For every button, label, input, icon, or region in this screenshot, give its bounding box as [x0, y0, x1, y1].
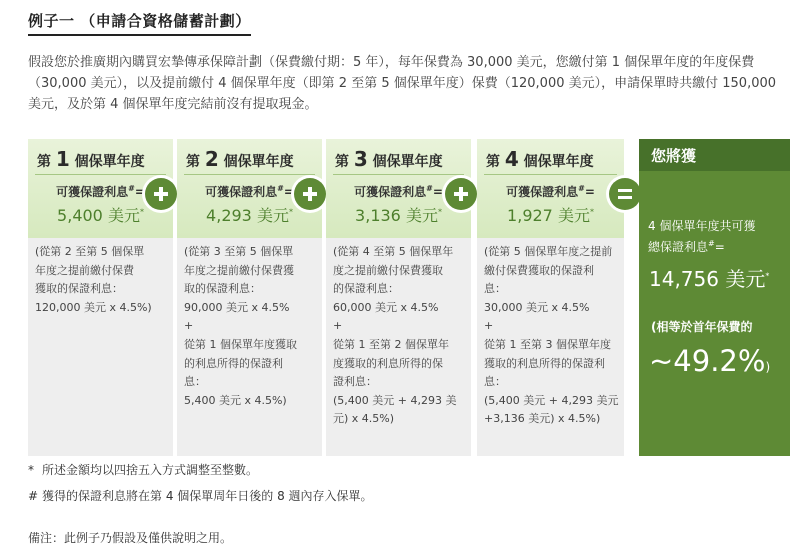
example-title: 例子一 （申請合資格儲蓄計劃）: [28, 10, 251, 36]
card-interest-label: 可獲保證利息#=: [56, 184, 145, 199]
total-equivalent-label: (相等於首年保費的: [651, 320, 753, 334]
divider: [35, 174, 166, 175]
card-explanation: [28, 238, 173, 456]
intro-paragraph: 假設您於推廣期內購買宏摯傳承保障計劃（保費繳付期：5 年），每年保費為 30,000 美元，您繳付第 1 個保單年度的年度保費（30,000 美元），以及提前繳付 4 個保單年度（即第 2 至第 5 個保單年度）保費（120,000 美元），申請保單時共繳付 150,000 美元，及於第 4 個保單年度完結前沒有提取現金。: [28, 55, 777, 112]
total-interest-amount: 14,756 美元*: [649, 267, 770, 291]
total-interest-label: 總保證利息#=: [648, 239, 725, 254]
divider: [184, 174, 315, 175]
plus-icon: [145, 178, 177, 210]
policy-year-card-4: [477, 139, 624, 456]
total-description: 4 個保單年度共可獲: [648, 219, 756, 233]
card-interest-label: 可獲保證利息#=: [205, 184, 294, 199]
footnote-rounding: * 所述金額均以四捨五入方式調整至整數。: [28, 463, 259, 477]
card-explanation: [477, 238, 624, 456]
card-explanation: [326, 238, 471, 456]
card-interest-label: 可獲保證利息#=: [354, 184, 443, 199]
card-title: 第 4 個保單年度: [486, 147, 594, 171]
plus-icon: [294, 178, 326, 210]
card-interest-value: 5,400 美元*: [57, 206, 144, 225]
card-interest-value: 1,927 美元*: [507, 206, 594, 225]
card-explanation: [177, 238, 322, 456]
card-interest-label: 可獲保證利息#=: [506, 184, 595, 199]
card-explanation-lines: (從第 2 至第 5 個保單 年度之提前繳付保費 獲取的保證利息： 120,000 美元 x 4.5%): [35, 245, 152, 314]
card-explanation-lines: (從第 3 至第 5 個保單 年度之提前繳付保費獲 取的保證利息： 90,000 美元 x 4.5% + 從第 1 個保單年度獲取 的利息所得的保證利 息： 5,400 美元 x 4.5%): [184, 245, 297, 407]
equals-icon: [609, 178, 641, 210]
card-title: 第 3 個保單年度: [335, 147, 443, 171]
card-title: 第 2 個保單年度: [186, 147, 294, 171]
card-explanation-lines: (從第 4 至第 5 個保單年 度之提前繳付保費獲取 的保證利息： 60,000 美元 x 4.5% + 從第 1 至第 2 個保單年 度獲取的利息所得的保 證利息： (5,400 美元 + 4,293 美 元) x 4.5%): [333, 245, 457, 426]
total-panel: [639, 139, 790, 456]
total-title: 您將獲: [651, 147, 697, 165]
card-interest-value: 4,293 美元*: [206, 206, 293, 225]
card-title: 第 1 個保單年度: [37, 147, 145, 171]
card-interest-value: 3,136 美元*: [355, 206, 442, 225]
disclaimer-note: 備注：此例子乃假設及僅供說明之用。: [28, 531, 233, 545]
card-explanation-lines: (從第 5 個保單年度之提前 繳付保費獲取的保證利 息： 30,000 美元 x 4.5% + 從第 1 至第 3 個保單年度 獲取的利息所得的保證利 息： (5,400 美元 + 4,293 美元 +3,136 美元) x 4.5%): [484, 245, 619, 426]
footnote-interest: # 獲得的保證利息將在第 4 個保單周年日後的 8 週內存入保單。: [28, 489, 373, 503]
divider: [333, 174, 464, 175]
total-percentage: ~49.2%): [649, 344, 771, 378]
plus-icon: [445, 178, 477, 210]
total-header: [639, 139, 790, 171]
card-header: [477, 139, 624, 238]
divider: [484, 174, 617, 175]
